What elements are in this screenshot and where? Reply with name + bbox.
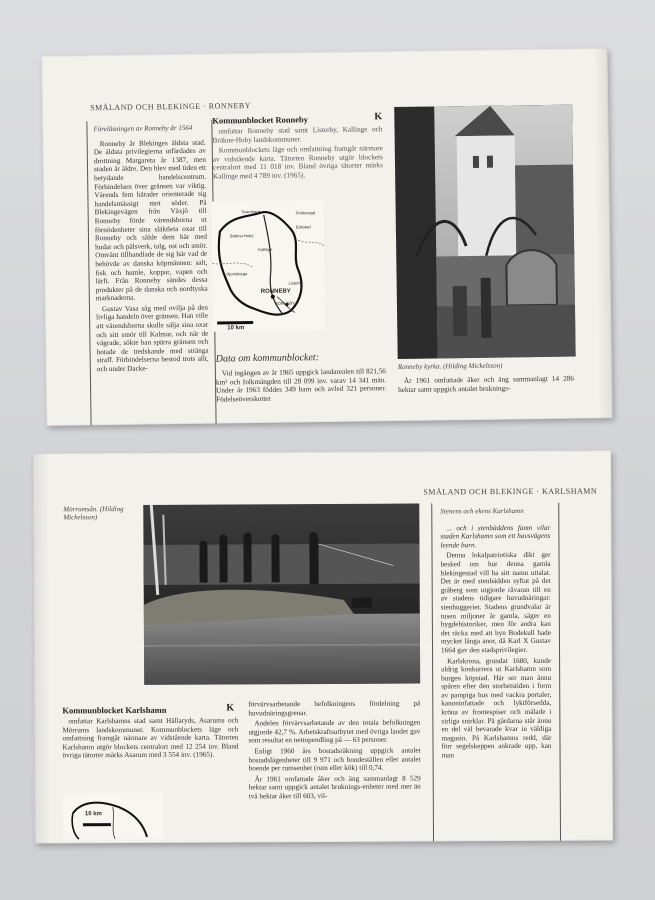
middle-paragraph: förvärvsarbetande befolkningens fördelning på huvudnäringsgrenar. — [248, 699, 421, 717]
river-photo — [143, 503, 420, 684]
left-paragraph: Ronneby år Blekinges äldsta stad. De äldsta privilegierna utfärdades av drottning Margareta år 1387, men staden år äldre. Den blev med tiden ett betydande handelscentrum. Förbindelsen över gränsen var viktig. Värends fem härader orienterade sig handelsmässigt mot söder. På Blekingevägen från Växjö till Ronneby förde värendsborna ut förnödenheter sina släktleta oxar till Ronneby och sålde dem här med hudar och pälsverk, talg, ost och smör. Omvänt tillhandlade de sig här vad de behövde av danska köpmännen: salt, fisk och humle, koppar, vapen och lärft. Från Ronneby sändes dessa produkter på de danska och nordtyska marknaderna. — [93, 138, 208, 303]
running-head: SMÅLAND OCH BLEKINGE · KARLSHAMN — [423, 486, 598, 497]
top-page — [41, 48, 612, 426]
map-drawing — [63, 793, 163, 840]
map-label: RONNEBY — [260, 288, 291, 295]
karlshamn-map — [63, 793, 163, 840]
data-body — [216, 367, 386, 406]
left-column — [86, 120, 216, 426]
church-photo-drawing — [394, 105, 576, 359]
church-photo-caption: Ronneby kyrka. (Hilding Mickelsson) — [397, 361, 503, 372]
left-column-caption: Föreläsningen av Ronneby år 1564 — [93, 123, 193, 134]
section-title: Kommunblocket Ronneby — [212, 114, 309, 126]
bottom-page — [33, 450, 613, 843]
right-body — [398, 375, 574, 397]
left-paragraph: Gustav Vasa såg med ovilja på den livliga handeln över gränsen. Han ville att värendsborna skulle sälja sina oxar och sitt smör till Kalmar, och när de vägrade, sökte han spärra gränsen och hotade de tredskande med stränga straff. Förbindelserna bestod trots allt, och under Dacke- — [96, 303, 209, 374]
running-head: SMÅLAND OCH BLEKINGE · RONNEBY — [90, 101, 252, 113]
river-photo-drawing — [143, 503, 420, 684]
data-heading: Data om kommunblocket: — [215, 352, 320, 365]
middle-paragraph: Andelen förvärvsarbetande av den totala befolkningen utgjorde 42,7 %. Arbetskraftsutbytet med övriga landet gav som resultat en nettopendling på — 63 personer. — [248, 718, 421, 745]
middle-paragraph: Enligt 1960 års bostadsräkning uppgick antalet bostadslägenheter till 9 971 och bondeställen eller antalet boende per rumsenhet (rum eller kök) till 0,74. — [248, 746, 421, 773]
k-mark: K — [226, 702, 235, 714]
karlshamn-box — [431, 503, 561, 842]
right-paragraph: År 1961 omfattade åker och äng sammanlagt 14 286 hektar samt uppgick antalet bruknings- — [398, 374, 575, 394]
map-scale: 10 km — [84, 811, 102, 818]
church-photo — [394, 105, 576, 359]
box-quote: ... och i stenbäddens famn vilar staden Karlshamn som ett havsvägens leende barn. — [440, 523, 551, 550]
box-paragraph: Karlskrona, grundat 1680, kunde aldrig konkurrera ut Karlshamn som burgen köpstad. Här ser man ännu spåren efter den storhetstiden i form av pampiga hus med vackra portaler, kanoninfattade och lyktförsedda, kröna av frontespiser och mälade i sirliga snirklar. På gårdarna står ännu en del väl bevarade kvar in väldiga magasin. På Karlshamns redd, där förr segelskeppen ankrade upp, kan man — [441, 656, 552, 760]
section-paragraph: Kommunblockets läge och omfattning framgår närmare av vidstående karta. Tätorten Ronneby utgör blockets centralort med 11 018 inv. Bland övriga tätorter märks Kallinge med 4 789 inv. (1965). — [212, 144, 384, 181]
map-label: RONNEBY — [274, 300, 295, 306]
photo-caption: Mörrumsån. (Hilding Mickelsson) — [63, 505, 124, 522]
section-paragraph: omfattar Ronneby stad samt Listerby, Kallinge och Bräkne-Hoby landskommuner. — [212, 125, 383, 145]
map-label: Listerby — [288, 280, 303, 286]
section-body — [62, 716, 238, 762]
map-drawing — [211, 200, 325, 332]
k-mark: K — [374, 111, 383, 123]
map-label: Kallinge — [258, 246, 273, 252]
map-label: Saxemara — [241, 208, 260, 215]
map-label: Edestad — [295, 224, 311, 230]
section-body — [212, 125, 383, 183]
section-title: Kommunblocket Karlshamn — [62, 704, 167, 716]
box-paragraph: Denna lokalpatriotiska dikt ger besked om hur denna gamla blekingestad vill ha sitt namn uttalat. Det är med stenbädden syftat på det gråberg som utgjorde råvaran till en av stadens tidigare huvudnäringar: stenhuggeriet. Stadens grundvalar är tusen miljoner år gamla, säger en bygdehistoriker, men för andra kan det räcka med att byn Bodekull hade mycket långa anor, då Karl X Gustav 1664 gav den stadsprivilegier. — [440, 551, 551, 655]
middle-body — [248, 699, 421, 802]
map-label: Bräkne-Hoby — [229, 233, 254, 239]
data-paragraph: Vid ingången av år 1965 uppgick landarealen till 821,56 km² och folkmängden till 28 099 inv. varav 14 341 män. Under år 1963 föddes 349 barn och avled 321 personer. Födelseöverskottet — [215, 367, 387, 404]
map-label: Hjortsberga — [226, 271, 248, 277]
ronneby-map — [211, 200, 325, 332]
section-paragraph: omfattar Karlshamns stad samt Hällaryds, Asarums och Mörrums landskommuner. Kommunblockets läge och omfattning framgår närmare av vidstående karta. Tätorten Karlshamn utgör blockets centralort med 12 254 inv. Bland övriga tätorter märks Asarum med 3 554 inv. (1965). — [62, 716, 239, 760]
page-fold-shadow — [33, 453, 51, 843]
map-label: Fridlevstad — [295, 210, 316, 216]
map-scale: 10 km — [227, 325, 245, 332]
box-title: Stenens och ekens Karlshamn — [440, 506, 524, 516]
middle-paragraph: År 1961 omfattade åker och äng sammanlagt 8 529 hektar samt uppgick antalet bruknings-enheter med mer än två hektar åker till 603, vil- — [248, 774, 421, 801]
